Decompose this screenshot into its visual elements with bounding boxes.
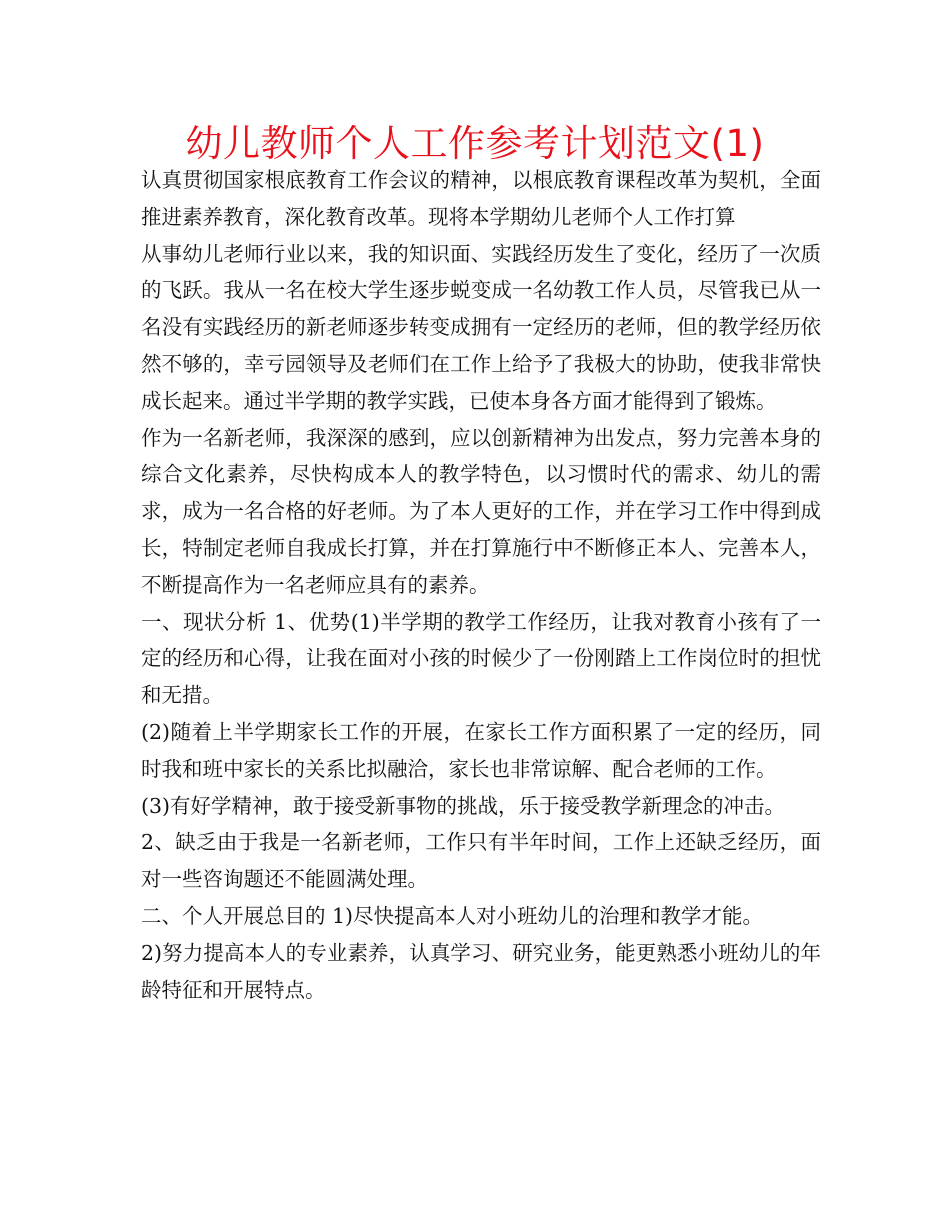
document-title: 幼儿教师个人工作参考计划范文(1) xyxy=(185,122,765,165)
paragraph-experience: 从事幼儿老师行业以来，我的知识面、实践经历发生了变化，经历了一次质的飞跃。我从一名在校大学生逐步蜕变成一名幼教工作人员，尽管我已从一名没有实践经历的新老师逐步转变成拥有一定经历的老师，但的教学经历依然不够的，幸亏园领导及老师们在工作上给予了我极大的协助，使我非常快成长起来。通过半学期的教学实践，已使本身各方面才能得到了锻炼。 xyxy=(141,241,821,413)
paragraph-shortcomings: 2、缺乏由于我是一名新老师，工作只有半年时间，工作上还缺乏经历，面对一些咨询题还不能圆满处理。 xyxy=(141,830,821,892)
paragraph-status-analysis: 一、现状分析 1、优势(1)半学期的教学工作经历，让我对教育小孩有了一定的经历和心得，让我在面对小孩的时候少了一份刚踏上工作岗位时的担忧和无措。 xyxy=(141,609,821,708)
paragraph-goal: 作为一名新老师，我深深的感到，应以创新精神为出发点，努力完善本身的综合文化素养，尽快构成本人的教学特色，以习惯时代的需求、幼儿的需求，成为一名合格的好老师。为了本人更好的工作，并在学习工作中得到成长，特制定老师自我成长打算，并在打算施行中不断修正本人、完善本人，不断提高作为一名老师应具有的素养。 xyxy=(141,425,821,597)
paragraph-overall-goal: 二、个人开展总目的 1)尽快提高本人对小班幼儿的治理和教学才能。 xyxy=(141,903,764,928)
paragraph-professional-quality: 2)努力提高本人的专业素养，认真学习、研究业务，能更熟悉小班幼儿的年龄特征和开展特点。 xyxy=(141,940,821,1002)
document-body xyxy=(141,162,821,1008)
paragraph-intro: 认真贯彻国家根底教育工作会议的精神，以根底教育课程改革为契机，全面推进素养教育，深化教育改革。现将本学期幼儿老师个人工作打算 xyxy=(141,168,821,229)
paragraph-parents-work: (2)随着上半学期家长工作的开展，在家长工作方面积累了一定的经历，同时我和班中家长的关系比拟融洽，家长也非常谅解、配合老师的工作。 xyxy=(141,719,821,781)
paragraph-learning-spirit: (3)有好学精神，敢于接受新事物的挑战，乐于接受教学新理念的冲击。 xyxy=(141,793,786,818)
